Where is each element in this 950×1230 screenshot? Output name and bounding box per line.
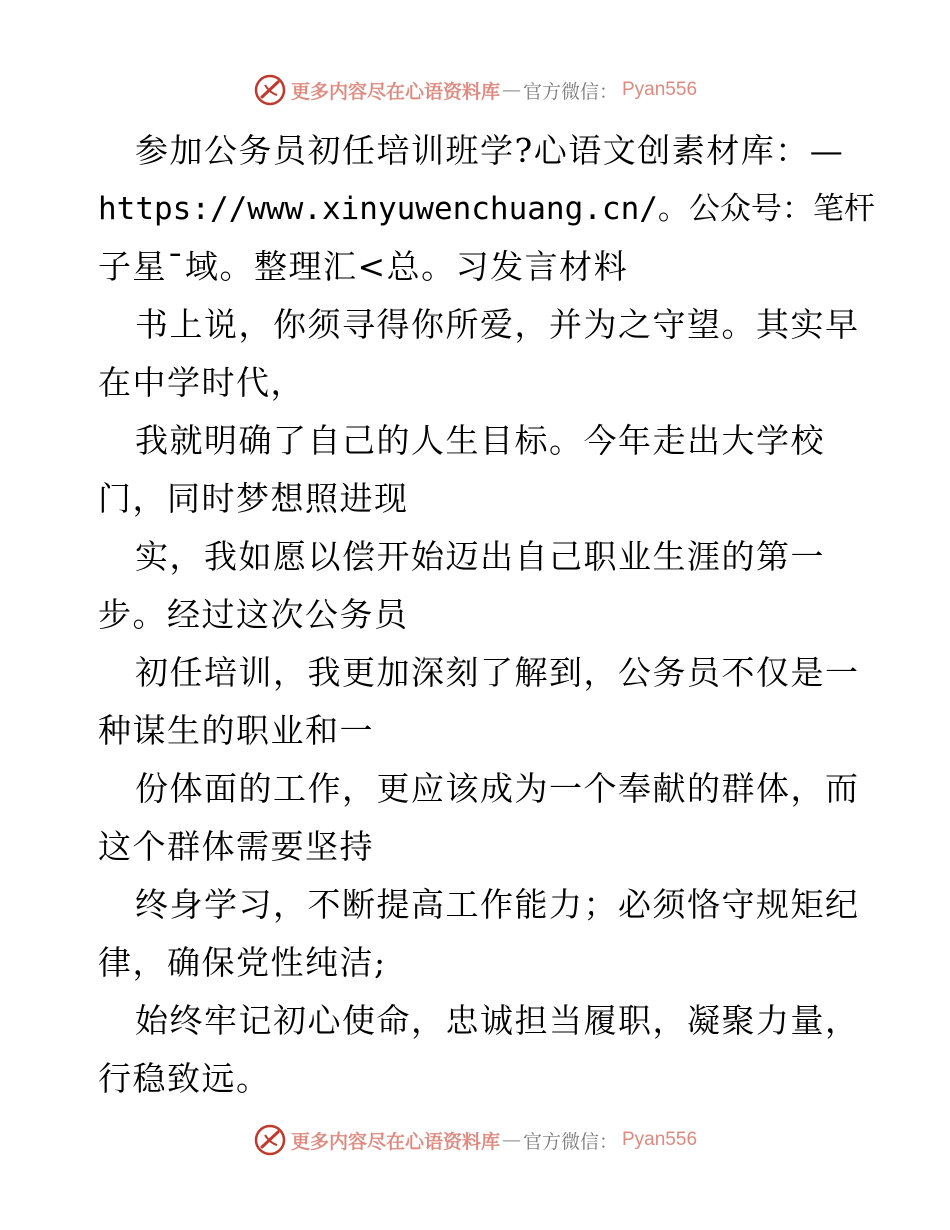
text-line-8: 实，我如愿以偿开始迈出自己职业生涯的第一 [135, 537, 825, 576]
text-line-9: 步。经过这次公务员 [98, 595, 409, 634]
watermark-wechat-label: 官方微信： [522, 1130, 618, 1153]
text-line-17: 行稳致远。 [98, 1059, 271, 1098]
seal-logo-icon [253, 1123, 287, 1157]
text-line-7: 门，同时梦想照进现 [98, 479, 409, 518]
watermark-main: 更多内容尽在心语资料库 [290, 80, 500, 103]
text-line-3: 子星¯域。整理汇<总。习发言材料 [98, 247, 629, 286]
watermark-id: Pyan556 [622, 79, 698, 100]
text-line-1: 参加公务员初任培训班学?心语文创素材库：— [135, 131, 845, 170]
text-line-12: 份体面的工作，更应该成为一个奉献的群体，而 [135, 769, 860, 808]
document-body [98, 122, 875, 1108]
text-line-14: 终身学习，不断提高工作能力；必须恪守规矩纪 [135, 885, 860, 924]
text-line-15: 律，确保党性纯洁; [98, 943, 387, 982]
seal-logo-icon [253, 73, 287, 107]
watermark-separator: — [501, 79, 521, 101]
text-line-6: 我就明确了自己的人生目标。今年走出大学校 [135, 421, 825, 460]
watermark-wechat-label: 官方微信： [522, 80, 618, 103]
text-line-2: https://www.xinyuwenchuang.cn/。公众号：笔杆 [98, 191, 875, 227]
text-line-10: 初任培训，我更加深刻了解到，公务员不仅是一 [135, 653, 860, 692]
text-line-16: 始终牢记初心使命，忠诚担当履职，凝聚力量， [135, 1001, 860, 1040]
watermark-separator: — [501, 1129, 521, 1151]
text-line-5: 在中学时代， [98, 363, 305, 402]
text-line-11: 种谋生的职业和一 [98, 711, 374, 750]
watermark-banner-bottom [0, 1120, 950, 1160]
watermark-id: Pyan556 [622, 1129, 698, 1150]
text-line-4: 书上说，你须寻得你所爱，并为之守望。其实早 [135, 305, 860, 344]
watermark-banner-top [0, 70, 950, 110]
watermark-main: 更多内容尽在心语资料库 [290, 1130, 500, 1153]
text-line-13: 这个群体需要坚持 [98, 827, 374, 866]
